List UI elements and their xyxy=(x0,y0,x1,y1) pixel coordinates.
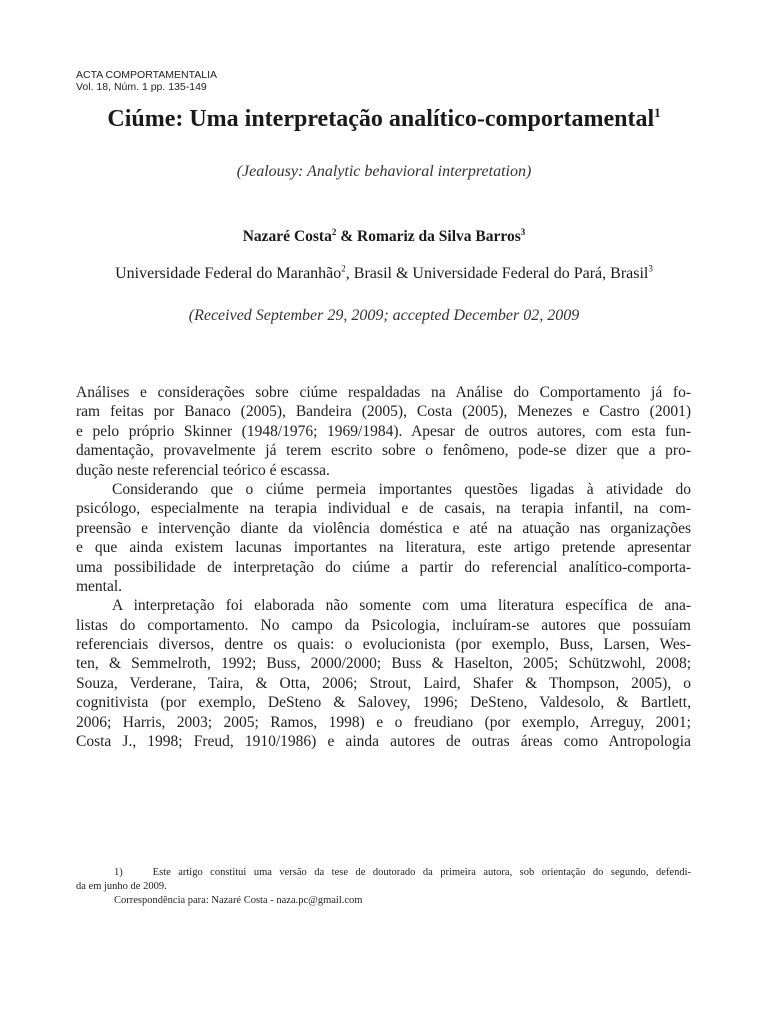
article-title xyxy=(0,106,768,133)
body-line: ram feitas por Banaco (2005), Bandeira (2005), Costa (2005), Menezes e Castro (2001) xyxy=(76,403,691,421)
footnote-line-1: 1) Este artigo constitui uma versão da tese de doutorado da primeira autora, sob orientação do segundo, defendi- xyxy=(114,867,691,878)
body-line: cognitivista (por exemplo, DeSteno & Salovey, 1996; DeSteno, Valdesolo, & Bartlett, xyxy=(76,694,691,712)
affiliations xyxy=(0,265,768,283)
body-line: uma possibilidade de interpretação do ciúme a partir do referencial analítico-comporta- xyxy=(76,558,691,576)
affiliation-1: Universidade Federal do Maranhão xyxy=(115,265,342,282)
body-line: psicólogo, especialmente na terapia individual e de casais, na terapia infantil, na com- xyxy=(76,500,691,518)
author-2: Romariz da Silva Barros xyxy=(357,228,521,245)
body-line: Souza, Verderane, Taira, & Otta, 2006; Strout, Laird, Shafer & Thompson, 2005), o xyxy=(76,674,691,692)
body-line: listas do comportamento. No campo da Psicologia, incluíram-se autores que possuíam xyxy=(76,616,691,634)
affiliation-1-mark: 2 xyxy=(341,263,346,274)
footnote-line-2: da em junho de 2009. xyxy=(76,881,167,892)
title-footnote-mark: 1 xyxy=(654,105,661,120)
affiliation-2-mark: 3 xyxy=(648,263,653,274)
body-line: dução neste referencial teórico é escassa. xyxy=(76,461,330,479)
article-body xyxy=(76,383,691,751)
affiliation-2: , Brasil & Universidade Federal do Pará, Brasil xyxy=(345,265,649,282)
body-line: referenciais diversos, dentre os quais: o evolucionista (por exemplo, Buss, Larsen, Wes- xyxy=(76,636,691,654)
body-line: damentação, provavelmente já terem escrito sobre o fenômeno, pode-se dizer que a pro- xyxy=(76,442,691,460)
body-line: preensão e intervenção diante da violência doméstica e até na atuação nas organizações xyxy=(76,519,691,537)
article-subtitle: (Jealousy: Analytic behavioral interpretation) xyxy=(236,163,532,180)
body-line: ten, & Semmelroth, 1992; Buss, 2000/2000; Buss & Haselton, 2005; Schützwohl, 2008; xyxy=(76,655,691,673)
body-line: e que ainda existem lacunas importantes na literatura, este artigo pretende apresentar xyxy=(76,539,691,557)
authors xyxy=(0,228,768,246)
body-line: Considerando que o ciúme permeia importantes questões ligadas à atividade do xyxy=(112,480,691,498)
body-line: Costa J., 1998; Freud, 1910/1986) e ainda autores de outras áreas como Antropologia xyxy=(76,733,691,751)
author-separator: & xyxy=(336,228,358,245)
journal-volume: Vol. 18, Núm. 1 pp. 135-149 xyxy=(76,81,207,93)
author-1-mark: 2 xyxy=(331,226,337,237)
journal-name: ACTA COMPORTAMENTALIA xyxy=(76,69,217,81)
body-line: e pelo próprio Skinner (1948/1976; 1969/1984). Apesar de outros autores, com esta fun- xyxy=(76,422,691,440)
article-title-text: Ciúme: Uma interpretação analítico-comportamental xyxy=(107,106,655,132)
body-line: Análises e considerações sobre ciúme respaldadas na Análise do Comportamento já fo- xyxy=(76,384,691,401)
footnote-correspondence: Correspondência para: Nazaré Costa - naza.pc@gmail.com xyxy=(114,895,363,906)
author-2-mark: 3 xyxy=(520,226,526,237)
received-dates: (Received September 29, 2009; accepted December 02, 2009 xyxy=(188,307,580,324)
body-line: 2006; Harris, 2003; 2005; Ramos, 1998) e o freudiano (por exemplo, Arreguy, 2001; xyxy=(76,713,691,731)
body-line: A interpretação foi elaborada não somente com uma literatura específica de ana- xyxy=(112,597,691,615)
author-1: Nazaré Costa xyxy=(242,228,332,245)
journal-header xyxy=(76,69,217,93)
body-line: mental. xyxy=(76,577,123,595)
footnote xyxy=(76,866,691,908)
